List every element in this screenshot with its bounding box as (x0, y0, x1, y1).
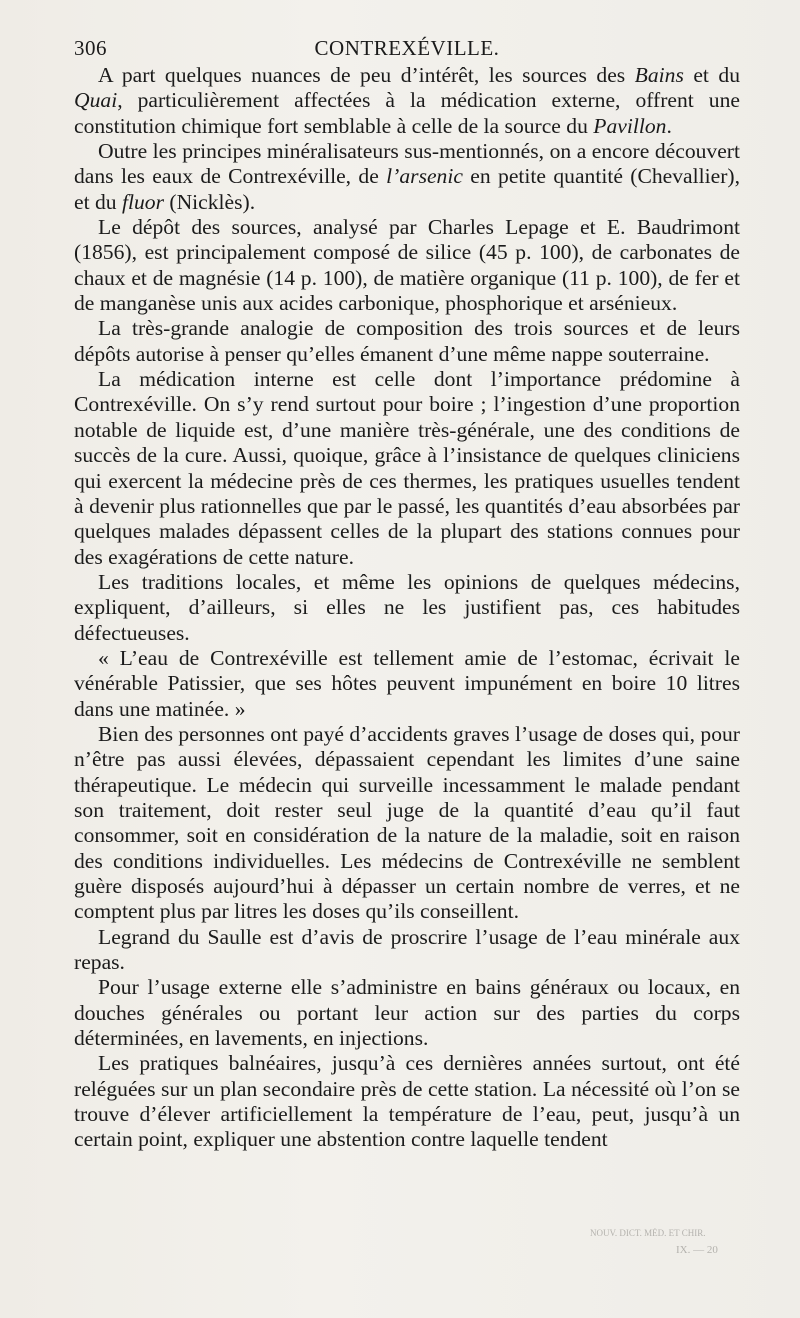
paragraph-4: La très-grande analogie de composition des trois sources et de leurs dépôts autorise à penser qu’elles émanent d’une même nappe souterraine. (74, 316, 740, 366)
page-footer (0, 1228, 800, 1268)
paragraph-7: « L’eau de Contrexéville est tellement amie de l’estomac, écrivait le vénérable Patissier, que ses hôtes peuvent impunément en boire 10 litres dans une matinée. » (74, 645, 740, 721)
paragraph-9: Legrand du Saulle est d’avis de proscrire l’usage de l’eau minérale aux repas. (74, 924, 740, 975)
printer-signature: NOUV. DICT. MÉD. ET CHIR. (590, 1228, 706, 1238)
paragraph-6: Les traditions locales, et même les opinions de quelques médecins, expliquent, d’ailleurs, si elles ne les justifient pas, ces habitudes défectueuses. (74, 569, 740, 645)
page-number: 306 (74, 36, 107, 60)
italic-term: Quai (74, 88, 118, 113)
paragraph-1: A part quelques nuances de peu d’intérêt, les sources des Bains et du Quai, particulièrement affectées à la médication externe, offrent une constitution chimique fort semblable à celle de la source du Pavillon. (74, 63, 740, 138)
paragraph-5: La médication interne est celle dont l’importance prédomine à Contrexéville. On s’y rend surtout pour boire ; l’ingestion d’une proportion notable de liquide est, d’une manière très-générale, une des conditions de succès de la cure. Aussi, quoique, grâce à l’insistance de quelques cliniciens qui exercent la médecine près de ces thermes, les pratiques usuelles tendent à devenir plus rationnelles que par le passé, les quantités d’eau absorbées par quelques malades dépassent celles de la plupart des stations connues pour des exagérations de cette nature. (74, 367, 740, 569)
page-header (74, 36, 740, 66)
italic-term: Bains (634, 63, 684, 87)
italic-term: l’arsenic (386, 164, 463, 189)
paragraph-3: Le dépôt des sources, analysé par Charles Lepage et E. Baudrimont (1856), est principalement composé de silice (45 p. 100), de carbonates de chaux et de magnésie (14 p. 100), de matière organique (11 p. 100), de fer et de manganèse unis aux acides carbonique, phosphorique et arsénieux. (74, 215, 740, 316)
italic-term: Pavillon (593, 113, 667, 138)
paragraph-8: Bien des personnes ont payé d’accidents graves l’usage de doses qui, pour n’être pas aussi élevées, dépassaient cependant les limites d’une saine thérapeutique. Le médecin qui surveille incessamment le malade pendant son traitement, doit rester seul juge de la quantité d’eau qu’il faut consommer, soit en considération de la nature de la maladie, soit en raison des conditions individuelles. Les médecins de Contrexéville ne semblent guère disposés aujourd’hui à dépasser un certain nombre de verres, et ne comptent plus par litres les doses qu’ils conseillent. (74, 721, 740, 924)
paragraph-11: Les pratiques balnéaires, jusqu’à ces dernières années surtout, ont été reléguées sur un plan secondaire près de cette station. La nécessité où l’on se trouve d’élever artificiellement la température de l’eau, peut, jusqu’à un certain point, expliquer une abstention contre laquelle tendent (74, 1051, 740, 1152)
paragraph-10: Pour l’usage externe elle s’administre en bains généraux ou locaux, en douches générales ou portant leur action sur des parties du corps déterminées, en lavements, en injections. (74, 975, 740, 1051)
body-text (74, 63, 740, 1153)
running-title: CONTREXÉVILLE. (314, 36, 500, 60)
italic-term: fluor (121, 189, 164, 214)
signature-mark: IX. — 20 (676, 1244, 718, 1256)
paragraph-2: Outre les principes minéralisateurs sus-mentionnés, on a encore découvert dans les eaux de Contrexéville, de l’arsenic en petite quantité (Chevallier), et du fluor (Nicklès). (74, 139, 740, 214)
